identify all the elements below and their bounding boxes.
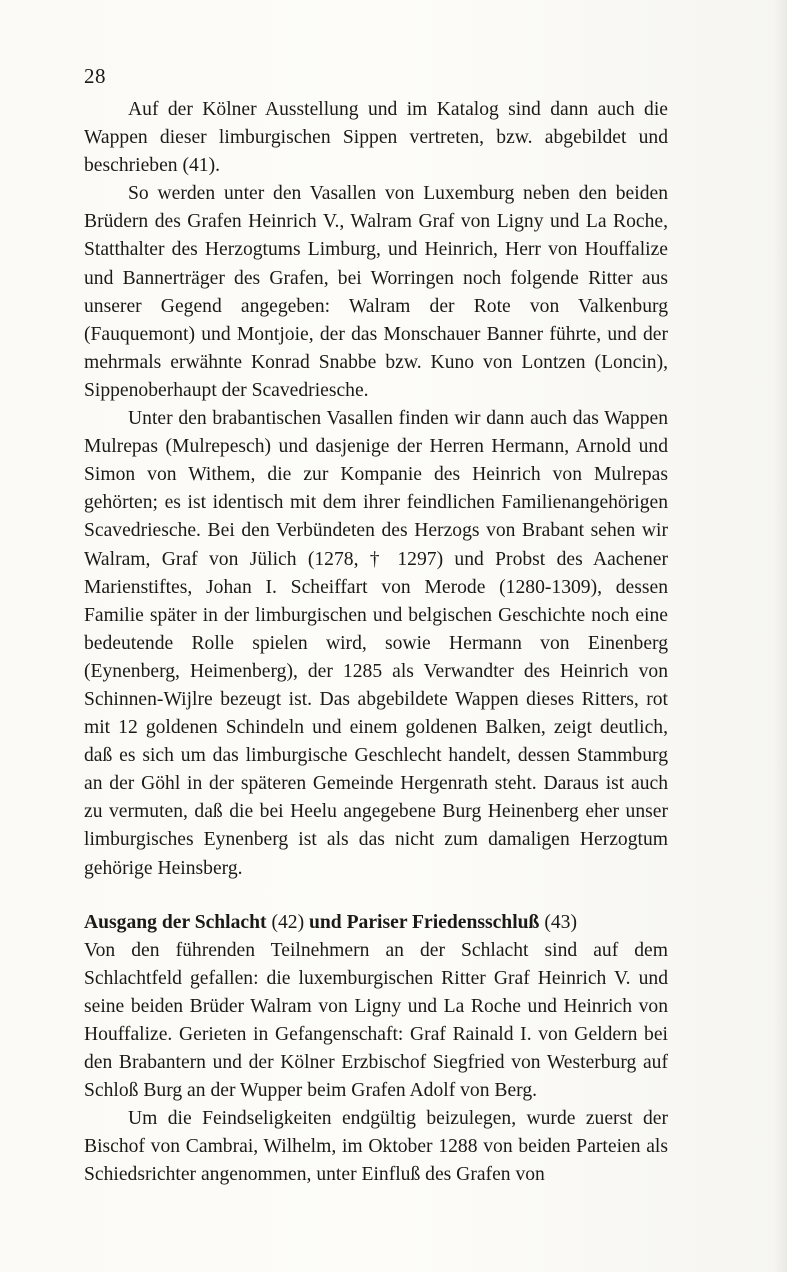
paragraph-luxembourg-vassals: So werden unter den Vasallen von Luxemburg neben den beiden Brüdern des Grafen Heinrich V., Walram Graf von Ligny und La Roche, Statthalter des Herzogtums Limburg, und Heinrich, Herr von Houffalize und Bannerträger des Grafen, bei Worringen noch folgende Ritter aus unserer Gegend angegeben: Walram der Rote von Valkenburg (Fauquemont) und Montjoie, der das Monschauer Banner führte, und der mehrmals erwähnte Konrad Snabbe bzw. Kuno von Lontzen (Loncin), Sippenoberhaupt der Scavedriesche. [84, 183, 668, 401]
section-heading [84, 909, 668, 937]
paragraph-brabant-vassals: Unter den brabantischen Vasallen finden wir dann auch das Wappen Mulrepas (Mulrepesch) und dasjenige der Herren Hermann, Arnold und Simon von Withem, die zur Kompanie des Heinrich von Mulrepas gehörten; es ist identisch mit dem ihrer feindlichen Familienangehörigen Scavedriesche. Bei den Verbündeten des Herzogs von Brabant sehen wir Walram, Graf von Jülich (1278, † 1297) und Probst des Aachener Marienstiftes, Johan I. Scheiffart von Merode (1280-1309), dessen Familie später in der limburgischen und belgischen Geschichte noch eine bedeutende Rolle spielen wird, sowie Hermann von Einenberg (Eynenberg, Heimenberg), der 1285 als Verwandter des Heinrich von Schinnen-Wijlre bezeugt ist. Das abgebildete Wappen dieses Ritters, rot mit 12 goldenen Schindeln und einem goldenen Balken, zeigt deutlich, daß es sich um das limburgische Geschlecht handelt, dessen Stammburg an der Göhl in der späteren Gemeinde Hergenrath steht. Daraus ist auch zu vermuten, daß die bei Heelu angegebene Burg Heinenberg eher unser limburgisches Eynenberg ist als das nicht zum damaligen Herzogtum gehörige Heinsberg. [84, 408, 668, 879]
heading-part-1: Ausgang der Schlacht [84, 911, 267, 933]
paragraph-arbitration: Um die Feindseligkeiten endgültig beizulegen, wurde zuerst der Bischof von Cambrai, Wilhelm, im Oktober 1288 von beiden Parteien als Schiedsrichter angenommen, unter Einfluß des Grafen von [84, 1108, 668, 1186]
page-number: 28 [84, 64, 106, 88]
section-gap [84, 883, 668, 909]
paragraph-exhibition: Auf der Kölner Ausstellung und im Katalog sind dann auch die Wappen dieser limburgischen Sippen vertreten, bzw. abgebildet und beschrieben (41). [84, 99, 668, 177]
body-text [84, 96, 668, 1190]
heading-part-2: und Pariser Friedensschluß [309, 911, 540, 933]
paragraph-fallen: Von den führenden Teilnehmern an der Schlacht sind auf dem Schlachtfeld gefallen: die luxemburgischen Ritter Graf Heinrich V. und seine beiden Brüder Walram von Ligny und La Roche und Heinrich von Houffalize. Gerieten in Gefangenschaft: Graf Rainald I. von Geldern bei den Brabantern und der Kölner Erzbischof Siegfried von Westerburg auf Schloß Burg an der Wupper beim Grafen Adolf von Berg. [84, 939, 668, 1102]
heading-ref-1: (42) [266, 911, 309, 933]
heading-ref-2: (43) [539, 911, 577, 933]
page-edge-shadow [773, 0, 787, 1272]
